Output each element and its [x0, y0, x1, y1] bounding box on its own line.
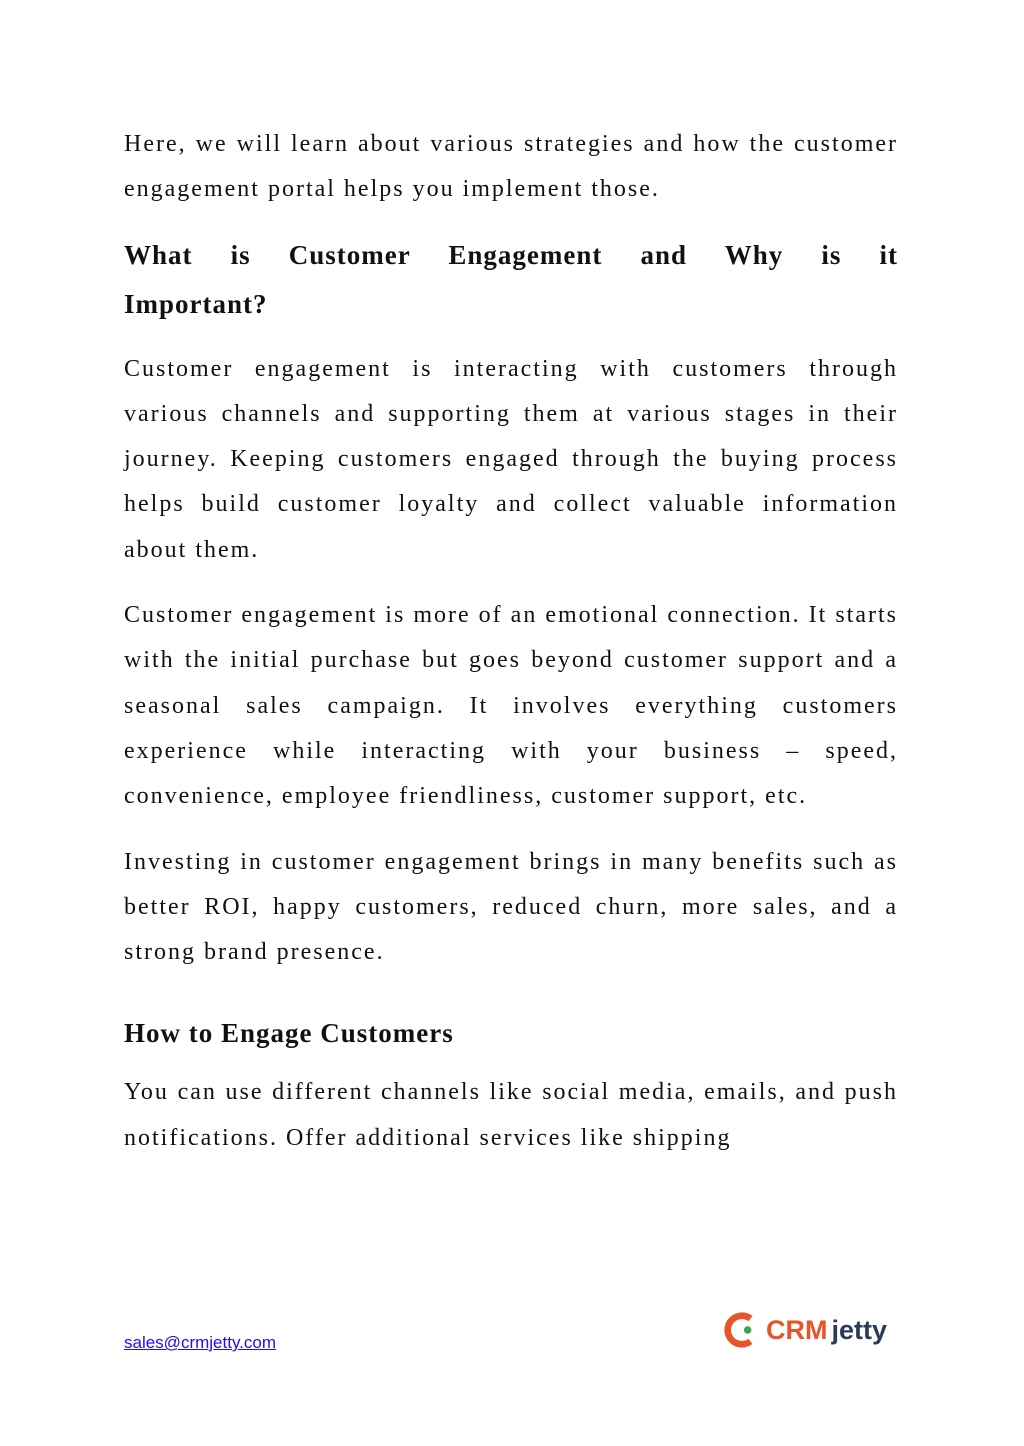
- logo-crm-text: CRM: [766, 1314, 828, 1345]
- section-heading-how-to-engage: How to Engage Customers: [124, 1018, 454, 1049]
- section-heading-customer-engagement: What is Customer Engagement and Why is it Important?: [124, 239, 898, 319]
- document-body: [124, 122, 898, 1161]
- paragraph-channels: You can use different channels like social media, emails, and push notifications. Offer additional services like shipping: [124, 1079, 898, 1151]
- paragraph-definition: Customer engagement is interacting with customers through various channels and supporting them at various stages in their journey. Keeping customers engaged through the buying process helps build customer loyalty and collect valuable information about them.: [124, 355, 898, 563]
- intro-paragraph: Here, we will learn about various strategies and how the customer engagement portal helps you implement those.: [124, 131, 898, 203]
- paragraph-emotional-connection: Customer engagement is more of an emotional connection. It starts with the initial purchase but goes beyond customer support and a seasonal sales campaign. It involves everything customers experience while interacting with your business – speed, convenience, employee friendliness, customer support, etc.: [124, 602, 898, 810]
- logo-jetty-text: jetty: [831, 1314, 888, 1345]
- paragraph-benefits: Investing in customer engagement brings in many benefits such as better ROI, happy customers, reduced churn, more sales, and a strong brand presence.: [124, 848, 898, 966]
- logo-wordmark: [766, 1315, 887, 1346]
- footer-email-link[interactable]: sales@crmjetty.com: [124, 1333, 277, 1352]
- crmjetty-logo: [722, 1306, 887, 1354]
- crmjetty-c-logo-icon: [722, 1311, 760, 1349]
